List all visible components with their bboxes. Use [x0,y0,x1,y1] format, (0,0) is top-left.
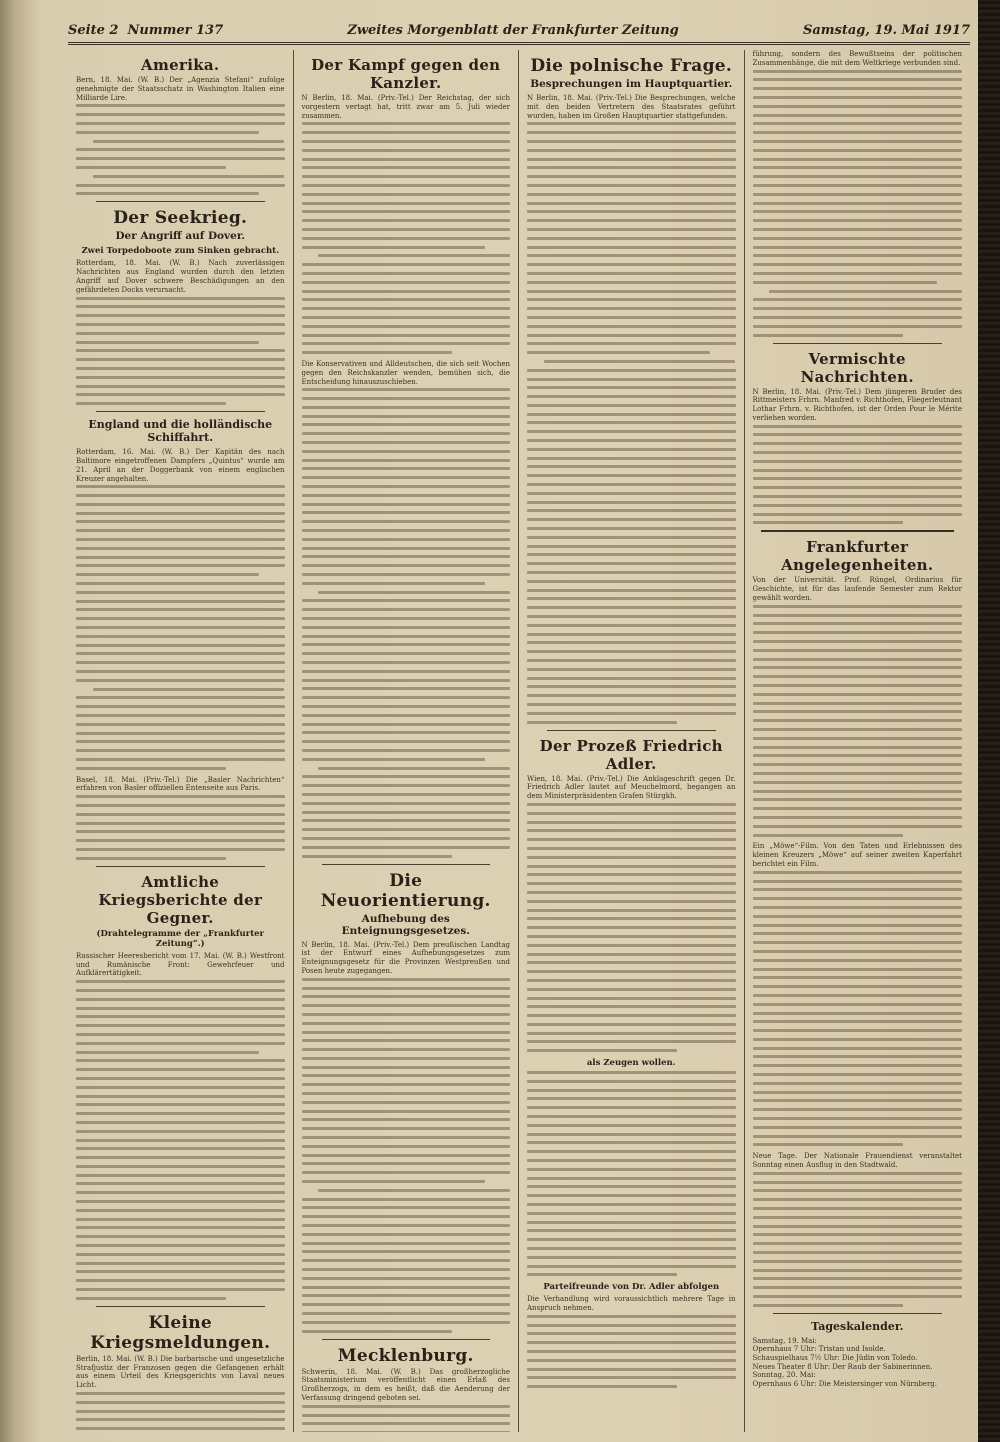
article-text: Berlin, 18. Mai. (W. B.) Die barbarische und ungesetzliche Strafjustiz der Franzosen gegen die Gefangenen erhält aus einem Urteil des Kriegsgerichts von Laval neues Licht. [76,1354,285,1390]
subheadline-enteignung: Aufhebung des Enteignungsgesetzes. [341,912,470,937]
text-block [753,70,963,337]
text-block [302,122,511,354]
article-text: Basel, 18. Mai. (Priv.-Tel.) Die „Basler Nachrichten“ erfahren von Basler offiziellen Entenseite aus Paris. [76,775,285,793]
text-block [753,605,963,837]
headline-seekrieg: Der Seekrieg. [113,208,248,229]
subheadline-small: als Zeugen wollen. [586,1058,676,1069]
article-text: N Berlin, 18. Mai. (Priv.-Tel.) Dem jüngeren Bruder des Rittmeisters Frhrn. Manfred v. Richthofen, Fliegerleutnant Lothar Frhrn. v. Richthofen, ist der Orden Pour le Mérite verliehen worden. [752,387,962,422]
edition-title: Zweites Morgenblatt der Frankfurter Zeitung [347,22,679,38]
headline-vermischte: Vermischte Nachrichten. [800,349,914,386]
subheadline-small: Zwei Torpedoboote zum Sinken gebracht. [81,246,280,257]
article-text: Ein „Möwe“-Film. Von den Taten und Erlebnissen des kleinen Kreuzers „Möwe“ auf seiner zweiten Kaperfahrt berichtet ein Film. [752,842,962,868]
text-block [527,1315,736,1388]
text-block [76,980,285,1300]
divider [322,1339,491,1340]
divider [761,530,955,532]
headline-kleine: Kleine Kriegsmeldungen. [90,1312,271,1353]
text-block [527,1071,736,1276]
text-block [527,122,736,723]
calendar-entry: Opernhaus 6 Uhr: Die Meistersinger von Nürnberg. [752,1379,938,1388]
article-text: Neue Tage. Der Nationale Frauendienst veranstaltet Sonntag einen Ausflug in den Stadtwald. [752,1152,962,1170]
divider [322,864,491,865]
text-block [527,803,736,1052]
headline-neuorientierung: Die Neuorientierung. [320,870,491,911]
article-text: Rotterdam, 18. Mai. (W. B.) Nach zuverlässigen Nachrichten aus England wurden durch den letzten Angriff auf Dover schwere Beschädigungen an den gefährdeten Docks verursacht. [76,259,285,294]
article-text: Rotterdam, 16. Mai. (W. B.) Der Kapitän des nach Baltimore eingetroffenen Dampfers „Quintus“ wurde am 21. April an der Doggerbank von einem englischen Kreuzer angehalten. [76,448,285,483]
calendar-entry: Neues Theater 8 Uhr: Der Raub der Sabinerinnen. [752,1362,933,1371]
article-text: Schwerin, 18. Mai. (W. B.) Das großherzogliche Staatsministerium veröffentlicht einen Erlaß des Großherzogs, in dem es heißt, daß die Aenderung der Verfassung dringend geboten sei. [301,1367,510,1402]
headline-amtliche: Amtliche Kriegsberichte der Gegner. [98,872,263,927]
article-text: führung, sondern des Bewußtseins der politischen Zusammenhänge, die mit dem Weltkriege verbunden sind. [752,50,962,67]
text-block [302,1405,511,1432]
headline-tageskalender: Tageskalender. [811,1319,904,1333]
divider [96,201,265,202]
column-2 [294,50,520,1432]
column-3 [519,50,745,1432]
calendar-entry: Sonntag, 20. Mai: [752,1371,816,1380]
text-block [753,871,963,1147]
article-text: Bern, 18. Mai. (W. B.) Der „Agenzia Stefani“ zufolge genehmigte der Staatsschatz in Washington Italien eine Milliarde Lire. [76,76,285,102]
headline-frankfurt: Frankfurter Angelegenheiten. [781,538,934,575]
divider [773,343,943,344]
calendar-entry: Samstag, 19. Mai: [752,1336,817,1345]
article-text: Von der Universität. Prof. Rüngel, Ordinarius für Geschichte, ist für das laufende Semester zum Rektor gewählt worden. [752,576,962,603]
text-block [753,1172,963,1307]
headline-holland: England und die holländische Schiffahrt. [88,418,273,445]
divider [773,1313,943,1314]
text-block [76,795,285,860]
subheadline-small: Parteifreunde von Dr. Adler abfolgen [543,1282,720,1293]
text-block [76,104,285,195]
text-block [302,388,511,857]
calendar-entry: Opernhaus 7 Uhr: Tristan und Isolde. [752,1345,886,1354]
headline-adler: Der Prozeß Friedrich Adler. [539,736,723,773]
article-columns [68,50,970,1432]
text-block [302,978,511,1333]
book-binding [978,0,1000,1442]
column-1 [68,50,294,1432]
text-block [76,1392,285,1432]
text-block [76,485,285,770]
article-text: N Berlin, 18. Mai. (Priv.-Tel.) Die Besprechungen, welche mit den beiden Vertretern des Staatsrates geführt wurden, haben im Großen Hauptquartier stattgefunden. [527,94,736,120]
article-text: Russischer Heeresbericht vom 17. Mai. (W. B.) Westfront und Rumänische Front: Gewehrfeuer und Aufklärertätigkeit. [76,951,285,978]
article-text: Die Verhandlung wird voraussichtlich mehrere Tage in Anspruch nehmen. [527,1295,736,1312]
subheadline-small: (Drahtelegramme der „Frankfurter Zeitung“.) [96,928,265,949]
divider [547,730,716,731]
column-4 [745,50,971,1432]
page-number: Seite 2 Nummer 137 [68,22,224,38]
divider [96,866,265,867]
article-text: N Berlin, 18. Mai. (Priv.-Tel.) Der Reichstag, der sich vorgestern vertagt hat, tritt zwar am 5. Juli wieder zusammen. [301,94,510,120]
divider [96,1306,265,1307]
text-block [76,297,285,406]
tageskalender-list [753,1337,963,1389]
issue-date: Samstag, 19. Mai 1917 [802,22,970,38]
headline-mecklenburg: Mecklenburg. [337,1345,474,1366]
headline-kanzler: Der Kampf gegen den Kanzler. [311,56,501,92]
divider [96,411,265,412]
headline-amerika: Amerika. [141,56,220,74]
calendar-entry: Schauspielhaus 7½ Uhr: Die Jüdin von Toledo. [752,1353,918,1362]
page-header [68,18,970,45]
subheadline-dover: Der Angriff auf Dover. [115,230,246,243]
headline-polen: Die polnische Frage. [530,56,733,76]
article-text: Wien, 18. Mai. (Priv.-Tel.) Die Anklageschrift gegen Dr. Friedrich Adler lautet auf Meuchelmord, begangen an dem Ministerpräsidenten Grafen Stürgkh. [527,774,736,801]
article-text: Die Konservativen und Alldeutschen, die sich seit Wochen gegen den Reichskanzler wenden, bemühen sich, die Entscheidung hinauszuschieben. [301,359,510,386]
text-block [753,425,963,525]
article-text: N Berlin, 18. Mai. (Priv.-Tel.) Dem preußischen Landtag ist der Entwurf eines Aufhebungsgesetzes zum Enteignungsgesetz für die Provinzen Westpreußen und Posen heute zugegangen. [301,940,510,975]
subheadline-hauptquartier: Besprechungen im Hauptquartier. [530,78,733,90]
